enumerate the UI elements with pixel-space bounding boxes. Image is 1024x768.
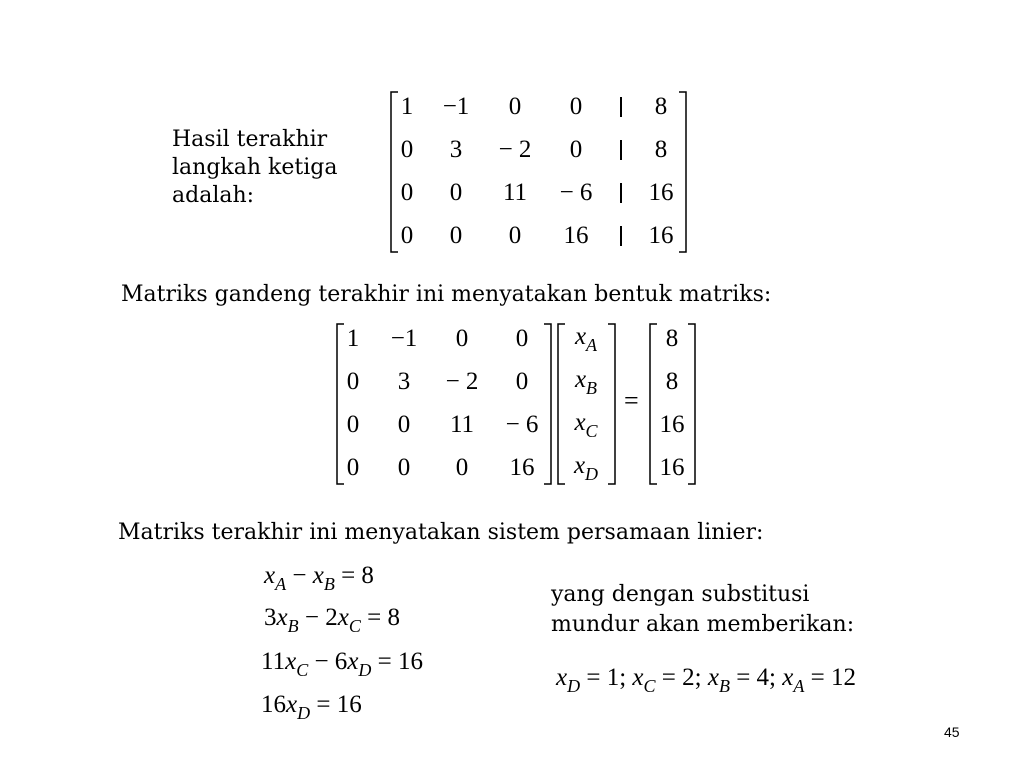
variable-base: x [574, 323, 587, 350]
equals-sign: = [624, 386, 639, 415]
variable-subscript: D [585, 464, 599, 484]
augmented-cell: 11 [502, 179, 528, 206]
system-caption: Matriks terakhir ini menyatakan sistem persamaan linier: [118, 520, 764, 545]
coefficient-cell: 11 [449, 411, 475, 438]
augmented-cell: 0 [508, 222, 522, 249]
coefficient-cell: 0 [346, 411, 360, 438]
coefficient-cell: −1 [390, 325, 418, 352]
page-number: 45 [944, 724, 960, 740]
coefficient-cell: 0 [346, 454, 360, 481]
equation-3: $11x_C - 6x_D = 16$ [261, 648, 424, 680]
augmented-cell: 3 [449, 136, 463, 163]
augmented-cell: −1 [442, 93, 470, 120]
matrix-form-caption: Matriks gandeng terakhir ini menyatakan bentuk matriks: [121, 282, 772, 307]
variable-base: x [574, 366, 587, 393]
augmented-cell: 16 [648, 179, 674, 206]
coefficient-cell: 0 [515, 368, 529, 395]
variable-base: x [574, 409, 586, 436]
augmented-cell: 16 [563, 222, 589, 249]
augmented-cell: 0 [400, 222, 414, 249]
augmented-cell: 8 [654, 136, 668, 163]
coefficient-cell: − 6 [505, 411, 539, 438]
variable-cell [574, 409, 598, 441]
coefficient-cell: 3 [397, 368, 411, 395]
variable-cell [574, 323, 598, 355]
coefficient-cell: 0 [397, 411, 411, 438]
equation-1: $x_A - x_B = 8$ [264, 562, 374, 594]
augmented-cell: − 2 [498, 136, 532, 163]
augmented-cell: 0 [400, 136, 414, 163]
variable-cell [574, 366, 598, 398]
rhs-cell: 8 [665, 368, 679, 395]
substitution-note [551, 580, 854, 640]
augmented-cell: 0 [569, 136, 583, 163]
coefficient-cell: 0 [346, 368, 360, 395]
variable-subscript: B [586, 378, 598, 398]
coefficient-cell: 16 [509, 454, 535, 481]
coefficient-cell: 1 [346, 325, 360, 352]
coefficient-cell: 0 [455, 454, 469, 481]
coefficient-cell: 0 [455, 325, 469, 352]
augmented-cell: 0 [449, 222, 463, 249]
augmented-cell: 0 [569, 93, 583, 120]
substitution-note-line: mundur akan memberikan: [551, 612, 855, 637]
substitution-note-line: yang dengan substitusi [551, 582, 810, 607]
variable-cell [573, 452, 599, 484]
variable-subscript: C [585, 421, 598, 441]
augmented-cell: 16 [648, 222, 674, 249]
solution-line: $x_D = 1$; $x_C = 2$; $x_B = 4$; $x_A = 12$ [556, 664, 856, 696]
augmented-cell: 1 [400, 93, 414, 120]
coefficient-cell: 0 [515, 325, 529, 352]
augmented-cell: 0 [400, 179, 414, 206]
equation-4: $16x_D = 16$ [261, 691, 362, 723]
coefficient-cell: − 2 [445, 368, 479, 395]
augmented-cell: 0 [508, 93, 522, 120]
augmented-cell: 0 [449, 179, 463, 206]
augmented-cell: − 6 [559, 179, 593, 206]
augmented-cell: 8 [654, 93, 668, 120]
rhs-cell: 8 [665, 325, 679, 352]
intro-label-line: langkah ketiga [172, 155, 338, 180]
coefficient-cell: 0 [397, 454, 411, 481]
variable-subscript: A [586, 335, 598, 355]
intro-label-line: Hasil terakhir [172, 127, 328, 152]
variable-base: x [573, 452, 586, 479]
rhs-cell: 16 [659, 411, 685, 438]
intro-label-line: adalah: [172, 183, 255, 208]
rhs-cell: 16 [659, 454, 685, 481]
equation-2: $3x_B - 2x_C = 8$ [264, 604, 400, 636]
